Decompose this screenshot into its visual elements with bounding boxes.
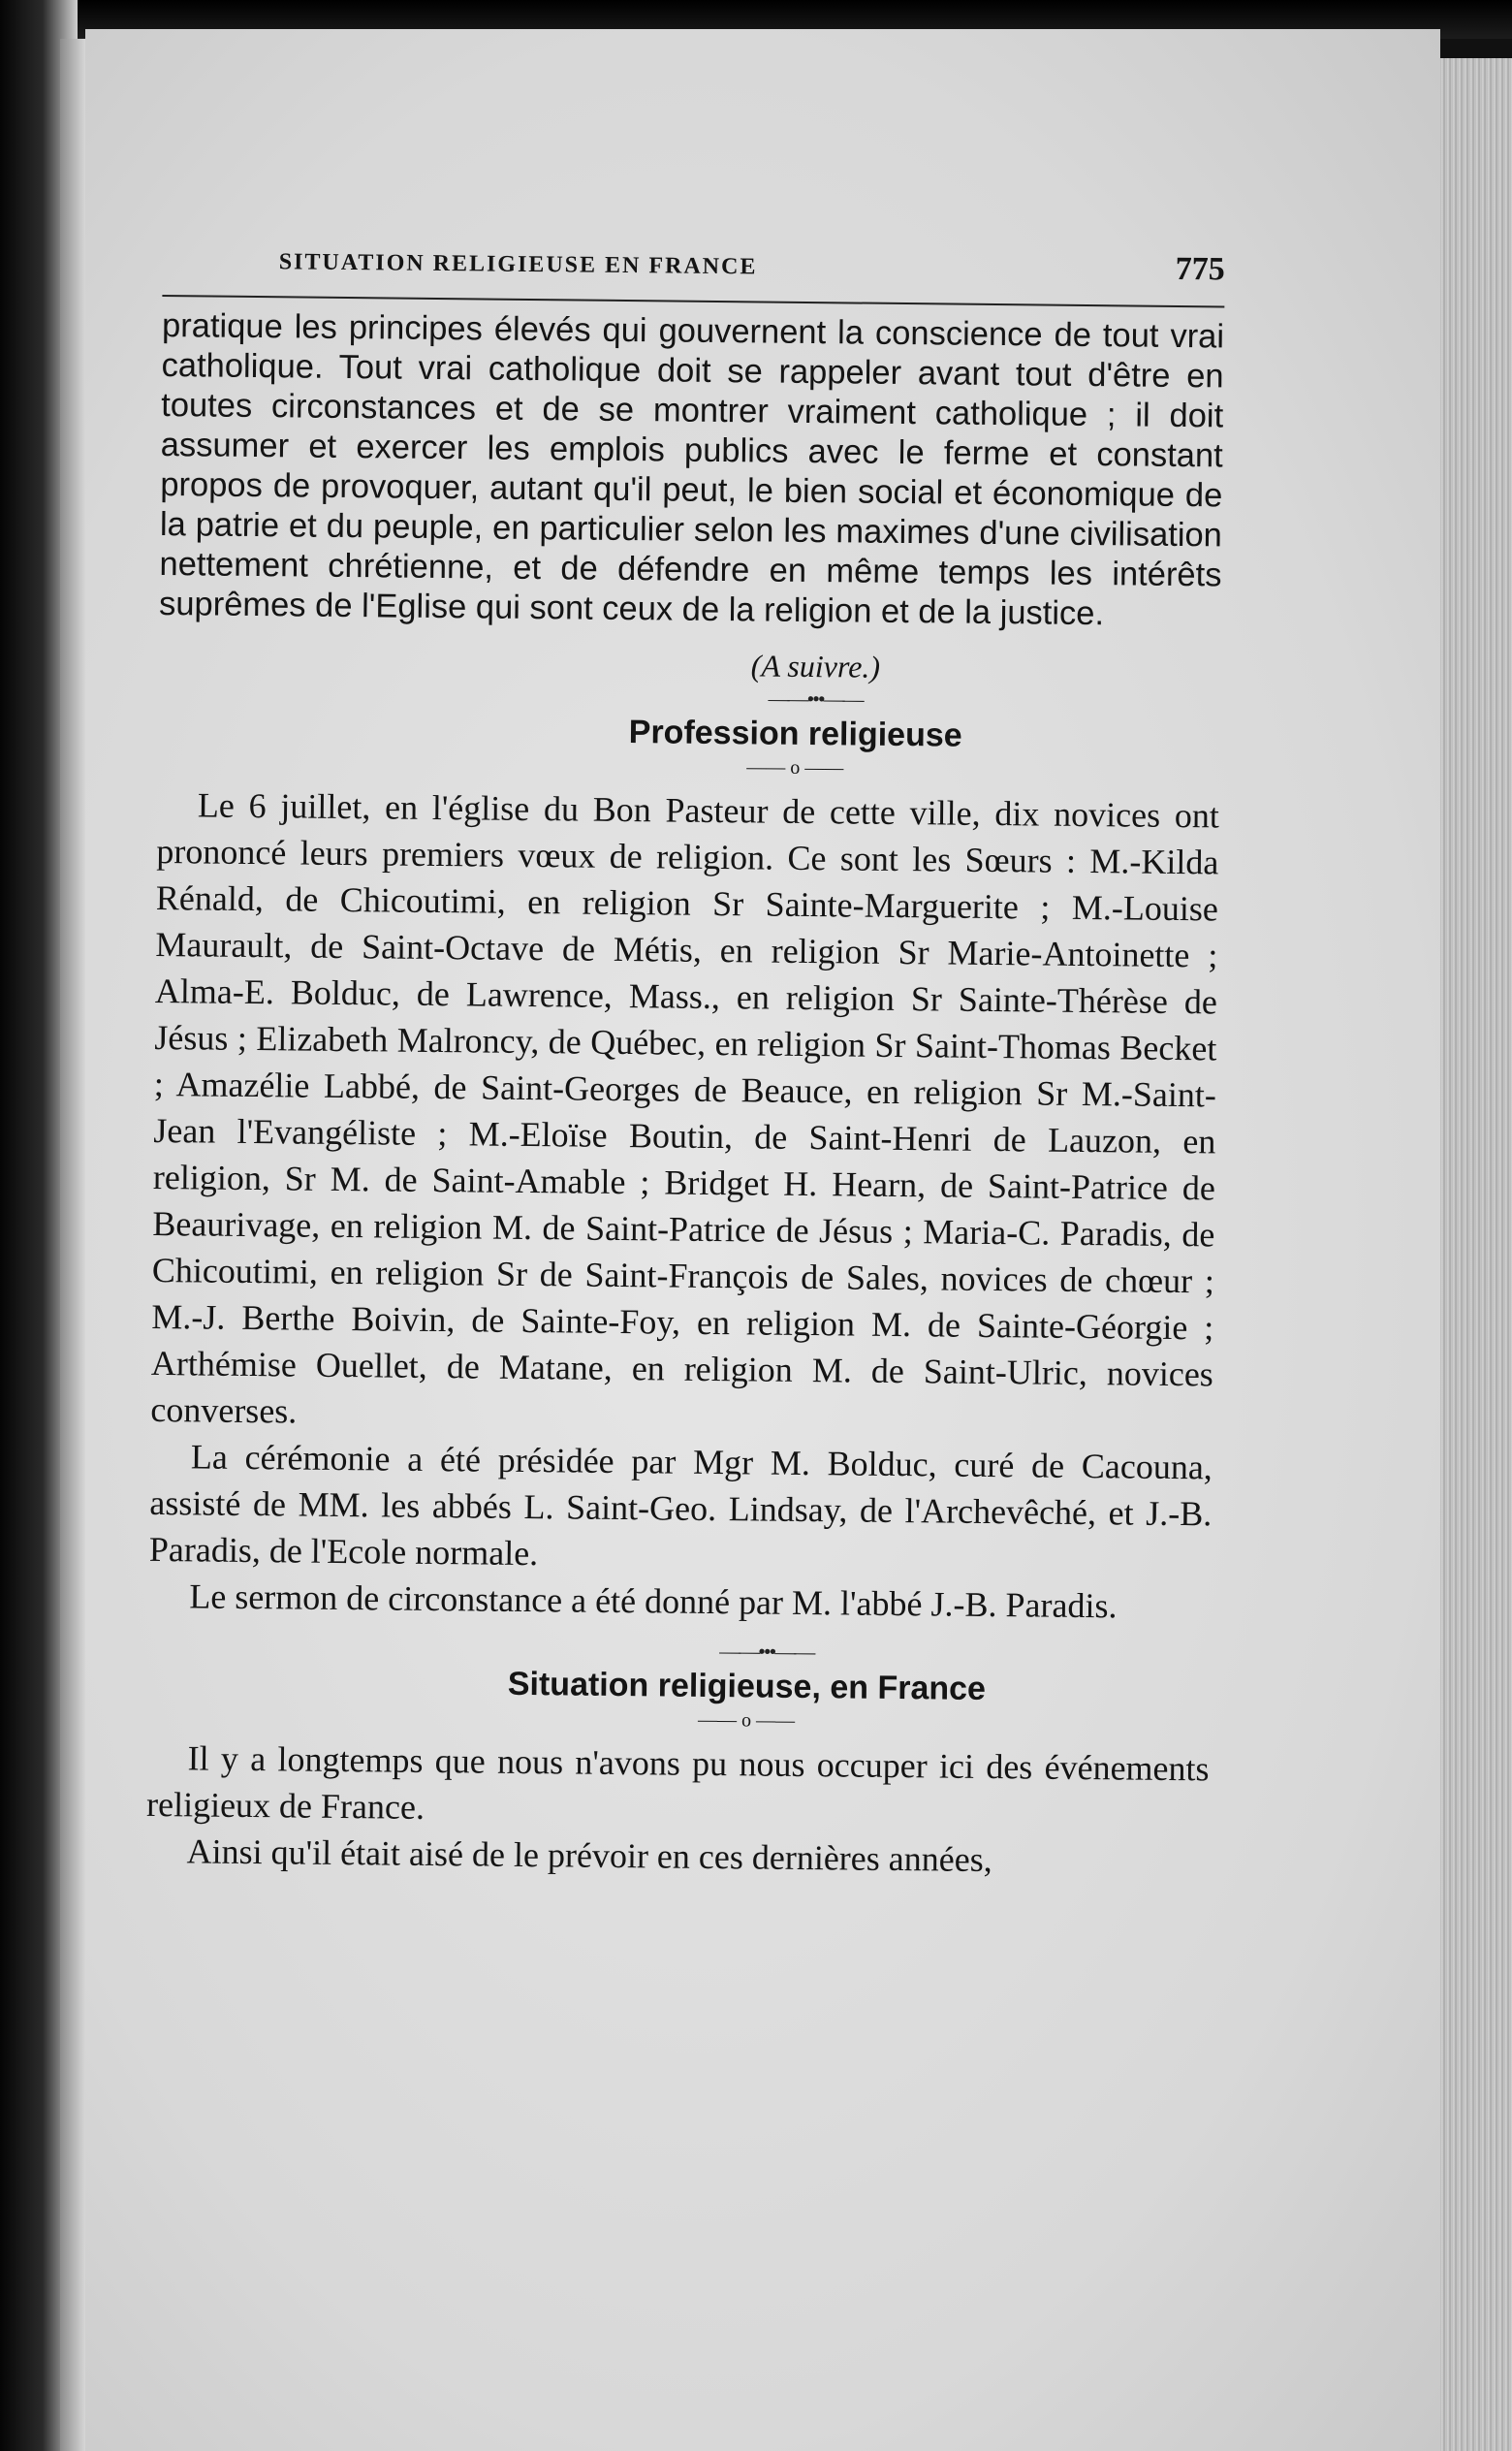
paragraph: Le 6 juillet, en l'église du Bon Pasteur de cette ville, dix novices ont prononcé leurs premiers vœux de religion. Ce sont les Sœurs : M.-Kilda Rénald, de Chicoutimi, en religion Sr Sainte-Marguerite ; M.-Louise Maurault, de Saint-Octave de Métis, en religion Sr Marie-Antoinette ; Alma-E. Bolduc, de Lawrence, Mass., en religion Sr Sainte-Thérèse de Jésus ; Elizabeth Malroncy, de Québec, en religion Sr Saint-Thomas Becket ; Amazélie Labbé, de Saint-Georges de Beauce, en religion Sr M.-Saint-Jean l'Evangéliste ; M.-Eloïse Boutin, de Saint-Henri de Lauzon, en religion, Sr M. de Saint-Amable ; Bridget H. Hearn, de Saint-Patrice de Beaurivage, en religion M. de Saint-Patrice de Jésus ; Maria-C. Paradis, de Chicoutimi, en religion Sr de Saint-François de Sales, novices de chœur ; M.-J. Berthe Boivin, de Sainte-Foy, en religion M. de Sainte-Géorgie ; Arthémise Ouellet, de Matane, en religion M. de Saint-Ulric, novices converses. bbox=[150, 785, 1220, 1431]
title-ornament: —— o —— bbox=[697, 1708, 796, 1732]
section-ornament: ——•••—— bbox=[768, 685, 863, 712]
section-ornament: ——•••—— bbox=[719, 1639, 814, 1665]
title-ornament: —— o —— bbox=[746, 756, 844, 780]
section-title-profession: Profession religieuse bbox=[628, 714, 962, 754]
section-title-situation: Situation religieuse, en France bbox=[507, 1665, 987, 1707]
running-head bbox=[162, 240, 1225, 305]
continuation-paragraph: pratique les principes élevés qui gouvernent la conscience de tout vrai catholique. Tout vrai catholique doit se rappeler avant tout d'être en toutes circonstances et de se montrer vraiment catholique ; il doit assumer et exercer les emplois publics avec le ferme et constant propos de provoquer, autant qu'il peut, le bien social et économique de la patrie et du peuple, en particulier selon les maximes d'une civilisation nettement chrétienne, et de défendre en même temps les intérêts suprêmes de l'Eglise qui sont ceux de la religion et de la justice. bbox=[158, 306, 1225, 633]
page-content bbox=[145, 240, 1225, 1885]
paragraph: Il y a longtemps que nous n'avons pu nous occuper ici des événements religieux de France. bbox=[145, 1738, 1210, 1827]
page-number: 775 bbox=[1175, 250, 1225, 288]
page-edges bbox=[1440, 58, 1512, 2451]
paragraph: La cérémonie a été présidée par Mgr M. Bolduc, curé de Cacouna, assisté de MM. les abbés L. Saint-Geo. Lindsay, de l'Archevêché, et J.-B. Paradis, de l'Ecole normale. bbox=[148, 1437, 1213, 1574]
paragraph: Le sermon de circonstance a été donné par M. l'abbé J.-B. Paradis. bbox=[189, 1576, 1118, 1626]
paragraph: Ainsi qu'il était aisé de le prévoir en ces dernières années, bbox=[186, 1831, 992, 1880]
running-title: SITUATION RELIGIEUSE EN FRANCE bbox=[278, 249, 758, 280]
to-be-continued: (A suivre.) bbox=[750, 648, 881, 684]
